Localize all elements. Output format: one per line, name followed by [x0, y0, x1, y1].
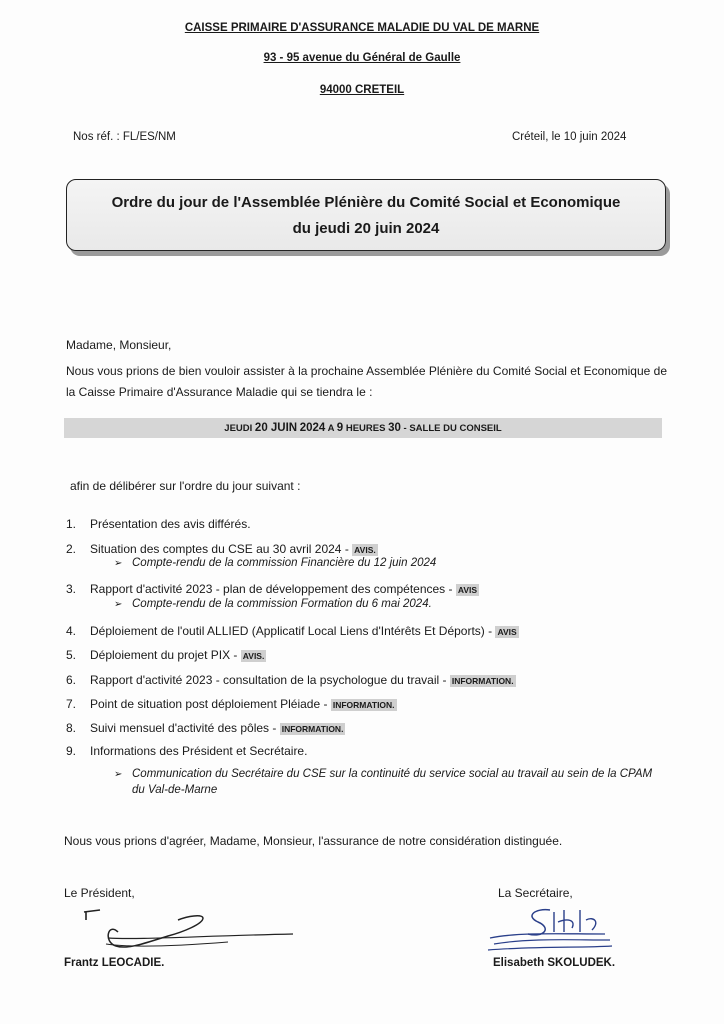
agenda-item: 2. Situation des comptes du CSE au 30 avril 2024 - AVIS. — [66, 542, 376, 556]
agenda-item: 3. Rapport d'activité 2023 - plan de développement des compétences - AVIS — [66, 582, 478, 596]
place-date: Créteil, le 10 juin 2024 — [512, 131, 627, 143]
meeting-details — [64, 418, 662, 438]
meeting-hour: 9 — [336, 422, 344, 434]
avis-tag: AVIS — [457, 585, 478, 595]
information-tag: INFORMATION. — [281, 724, 344, 734]
arrow-icon: ➢ — [114, 599, 123, 610]
meeting-day: JEUDI — [224, 423, 253, 434]
organization-city: 94000 CRETEIL — [319, 84, 405, 96]
closing-formula: Nous vous prions d'agréer, Madame, Monsieur, l'assurance de notre considération distinguée. — [64, 834, 563, 848]
agenda-subitem-continuation: du Val-de-Marne — [132, 784, 218, 796]
arrow-icon: ➢ — [114, 769, 123, 780]
president-role: Le Président, — [64, 886, 135, 900]
title-line-1: Ordre du jour de l'Assemblée Plénière du Comité Social et Economique — [111, 194, 621, 211]
organization-name: CAISSE PRIMAIRE D'ASSURANCE MALADIE DU VAL DE MARNE — [184, 22, 540, 34]
organization-address: 93 - 95 avenue du Général de Gaulle — [263, 52, 461, 64]
meeting-room: - SALLE DU CONSEIL — [403, 423, 502, 434]
information-tag: INFORMATION. — [451, 676, 514, 686]
meeting-at: A — [327, 423, 335, 434]
secretary-name: Elisabeth SKOLUDEK. — [493, 957, 616, 969]
meeting-date: 20 JUIN — [254, 422, 298, 434]
intro-line-2: la Caisse Primaire d'Assurance Maladie qui se tiendra le : — [66, 385, 373, 399]
salutation: Madame, Monsieur, — [66, 338, 172, 352]
agenda-intro: afin de délibérer sur l'ordre du jour suivant : — [70, 479, 301, 493]
president-signature — [78, 902, 308, 962]
avis-tag: AVIS. — [354, 545, 376, 555]
agenda-item: 1. Présentation des avis différés. — [66, 517, 251, 531]
secretary-signature — [480, 904, 620, 962]
avis-tag: AVIS. — [242, 651, 265, 661]
agenda-item: 9. Informations des Président et Secrétaire. — [66, 744, 308, 758]
title-box — [66, 179, 666, 251]
agenda-subitem: ➢ Communication du Secrétaire du CSE sur la continuité du service social au travail au sein de la CPAM — [114, 768, 653, 780]
intro-line-1: Nous vous prions de bien vouloir assister à la prochaine Assemblée Plénière du Comité Social et Economique de — [66, 364, 668, 378]
secretary-role: La Secrétaire, — [498, 886, 573, 900]
agenda-item: 8. Suivi mensuel d'activité des pôles - INFORMATION. — [66, 721, 344, 735]
agenda-item: 5. Déploiement du projet PIX - AVIS. — [66, 648, 265, 662]
arrow-icon: ➢ — [114, 558, 123, 569]
agenda-subitem: ➢ Compte-rendu de la commission Financière du 12 juin 2024 — [114, 557, 437, 569]
avis-tag: AVIS — [497, 627, 517, 637]
meeting-minutes: 30 — [388, 422, 401, 434]
agenda-item: 6. Rapport d'activité 2023 - consultation de la psychologue du travail - INFORMATION. — [66, 673, 514, 687]
information-tag: INFORMATION. — [332, 700, 395, 710]
agenda-item: 7. Point de situation post déploiement Pléiade - INFORMATION. — [66, 697, 395, 711]
title-line-2: du jeudi 20 juin 2024 — [292, 220, 440, 237]
meeting-year: 2024 — [299, 422, 326, 434]
agenda-subitem: ➢ Compte-rendu de la commission Formation du 6 mai 2024. — [114, 598, 432, 610]
president-name: Frantz LEOCADIE. — [64, 957, 165, 969]
meeting-hours-word: HEURES — [345, 423, 386, 434]
reference: Nos réf. : FL/ES/NM — [73, 131, 176, 143]
agenda-item: 4. Déploiement de l'outil ALLIED (Applicatif Local Liens d'Intérêts Et Déports) - AVIS — [66, 624, 517, 638]
